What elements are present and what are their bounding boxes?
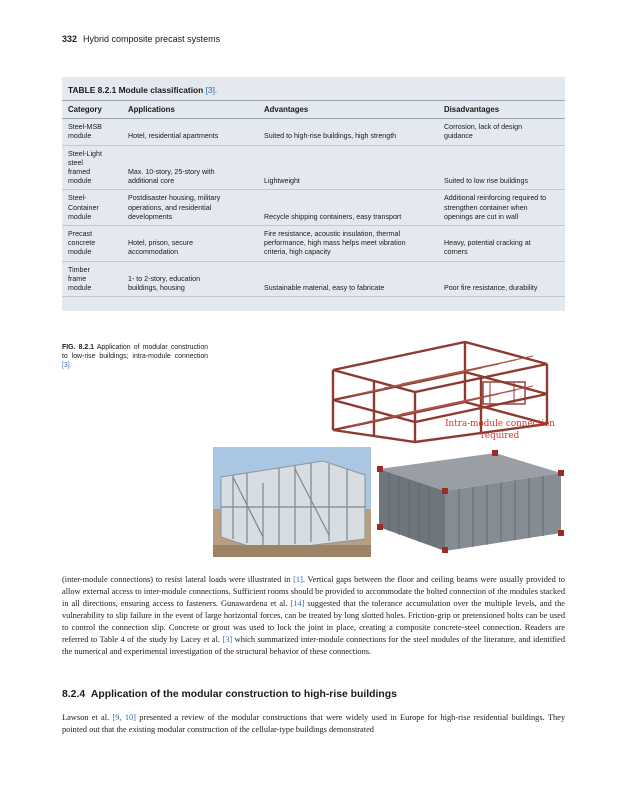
cell-line: guidance xyxy=(444,132,473,141)
cell-line: Suited to high-rise buildings, high strength xyxy=(264,132,397,141)
header-advantages: Advantages xyxy=(258,101,438,119)
table-row xyxy=(62,261,565,297)
cell-advantages xyxy=(258,261,438,297)
cell-line: Corrosion, lack of design xyxy=(444,123,523,132)
p2-text-2: presented a review of the modular constructions that were widely used in Europe for high-rise residential buildings. They pointed out that the existing modular construction of the cellular-type buildings demonstrated xyxy=(62,713,565,735)
cell-line: Heavy, potential cracking at xyxy=(444,239,531,248)
citation-9-10[interactable]: [9, 10] xyxy=(112,713,136,722)
citation-14[interactable]: [14] xyxy=(290,599,305,609)
cell-line: module xyxy=(68,132,92,141)
cell-line: operations, and residential xyxy=(128,203,212,212)
cell-line: Steel- xyxy=(68,194,87,203)
cell-line: Max. 10-story, 25-story with xyxy=(128,168,215,177)
running-head xyxy=(62,34,220,44)
paragraph-inter-module-connections xyxy=(62,574,565,658)
cell-disadvantages xyxy=(438,226,565,262)
cell-line: Suited to low rise buildings xyxy=(444,177,528,186)
cell-line: accommodation xyxy=(128,248,179,257)
cell-line: Steel-MSB xyxy=(68,123,102,132)
cell-disadvantages xyxy=(438,190,565,226)
cell-line: module xyxy=(68,284,92,293)
cell-line: Precast xyxy=(68,230,93,239)
cell-line: Hotel, residential apartments xyxy=(128,132,219,141)
cell-line: criteria, high capacity xyxy=(264,248,331,257)
cell-line: Additional reinforcing required to xyxy=(444,194,547,203)
module-classification-table xyxy=(62,77,565,311)
cell-line: Fire resistance, acoustic insulation, thermal xyxy=(264,230,401,239)
cell-line: performance, high mass helps meet vibration xyxy=(264,239,406,248)
figure-caption-text: Application of modular construction to low-rise buildings; intra-module connection xyxy=(62,344,208,360)
cell-line: Poor fire resistance, durability xyxy=(444,284,538,293)
header-disadvantages: Disadvantages xyxy=(438,101,565,119)
p1-text-1: (inter-module connections) to resist lateral loads were illustrated in xyxy=(62,575,294,584)
cell-line: additional core xyxy=(128,177,175,186)
cell-line: module xyxy=(68,212,92,221)
page-number: 332 xyxy=(62,34,78,44)
table-row xyxy=(62,226,565,262)
table-grid xyxy=(62,100,565,297)
cell-line: Sustainable material, easy to fabricate xyxy=(264,284,385,293)
cell-disadvantages xyxy=(438,145,565,190)
figure-caption xyxy=(62,343,208,370)
cell-advantages xyxy=(258,145,438,190)
header-category: Category xyxy=(62,101,122,119)
cell-line: concrete xyxy=(68,239,96,248)
callout-line-2: required xyxy=(480,431,520,441)
p1-text-2: . Vertical gaps between the floor and ceiling beams were usually provided to allow external access to inter-module connections. Sufficient rooms should be provided to accommodate the bolted connection of the modules stacked in all directions, ensuring access to fasteners. Gunawardena et al. xyxy=(62,575,565,609)
paragraph-high-rise xyxy=(62,712,565,736)
section-heading xyxy=(62,689,397,700)
table-header-row xyxy=(62,101,565,119)
cell-line: Container xyxy=(68,203,99,212)
cell-line: buildings, housing xyxy=(128,284,185,293)
cell-applications xyxy=(122,226,258,262)
cell-category xyxy=(62,119,122,145)
cell-line: framed xyxy=(68,168,91,177)
cell-line: Postdisaster housing, military xyxy=(128,194,221,203)
header-applications: Applications xyxy=(122,101,258,119)
citation-1[interactable]: [1] xyxy=(293,575,303,584)
running-title: Hybrid composite precast systems xyxy=(83,34,221,44)
cell-applications xyxy=(122,261,258,297)
cell-applications xyxy=(122,190,258,226)
cell-disadvantages xyxy=(438,261,565,297)
cell-line: frame xyxy=(68,274,87,283)
cell-line: Hotel, prison, secure xyxy=(128,239,194,248)
table-label: TABLE 8.2.1 xyxy=(68,85,117,95)
p2-text-1: Lawson et al. xyxy=(62,713,113,722)
table-row xyxy=(62,119,565,145)
cell-line: steel xyxy=(68,158,83,167)
section-number: 8.2.4 xyxy=(62,689,86,700)
cell-category xyxy=(62,190,122,226)
section-title: Application of the modular construction to high-rise buildings xyxy=(90,689,397,700)
table-row xyxy=(62,190,565,226)
figure-citation-link[interactable]: [3]. xyxy=(62,362,72,369)
cell-advantages xyxy=(258,119,438,145)
table-citation-link[interactable]: [3]. xyxy=(205,85,218,95)
cell-disadvantages xyxy=(438,119,565,145)
shipping-container-render xyxy=(375,447,565,557)
cell-category xyxy=(62,145,122,190)
table-body xyxy=(62,119,565,297)
cell-category xyxy=(62,226,122,262)
callout-line-1: Intra-module connection xyxy=(445,419,555,429)
table-caption xyxy=(68,85,217,95)
cell-applications xyxy=(122,119,258,145)
light-steel-module-photo xyxy=(213,447,371,557)
cell-line: corners xyxy=(444,248,468,257)
cell-line: strengthen container when xyxy=(444,203,528,212)
cell-line: Timber xyxy=(68,265,90,274)
p1-text-3: suggested that the tolerance accumulation over the multiple levels, and the vulnerability to slip failure in the event of large horizontal forces, can be treated by long slotted holes. Friction-grip or pretensioned bolts can be used to control the connection slip. Concrete or grout was used to lock the joint in place, creating a composite concrete-steel connection. Readers are referred to Table 4 of the study by Lacey et al. xyxy=(62,599,565,645)
citation-3[interactable]: [3] xyxy=(222,635,233,645)
cell-category xyxy=(62,261,122,297)
cell-advantages xyxy=(258,190,438,226)
p1-text-4: which summarized inter-module connections for the steel modules of the literature, and identified the numerical and experimental investigation of the structural behavior of these connections. xyxy=(62,635,565,657)
cell-advantages xyxy=(258,226,438,262)
table-title: Module classification xyxy=(118,85,204,95)
cell-line: module xyxy=(68,177,92,186)
table-row xyxy=(62,145,565,190)
connection-callout xyxy=(440,418,560,442)
cell-line: Steel-Light xyxy=(68,149,102,158)
cell-line: Lightweight xyxy=(264,177,300,186)
cell-line: 1- to 2-story, education xyxy=(128,274,201,283)
cell-applications xyxy=(122,145,258,190)
cell-line: module xyxy=(68,248,92,257)
figure-label: FIG. 8.2.1 xyxy=(62,344,94,351)
cell-line: openings are cut in wall xyxy=(444,212,519,221)
cell-line: Recycle shipping containers, easy transport xyxy=(264,212,402,221)
cell-line: developments xyxy=(128,212,173,221)
